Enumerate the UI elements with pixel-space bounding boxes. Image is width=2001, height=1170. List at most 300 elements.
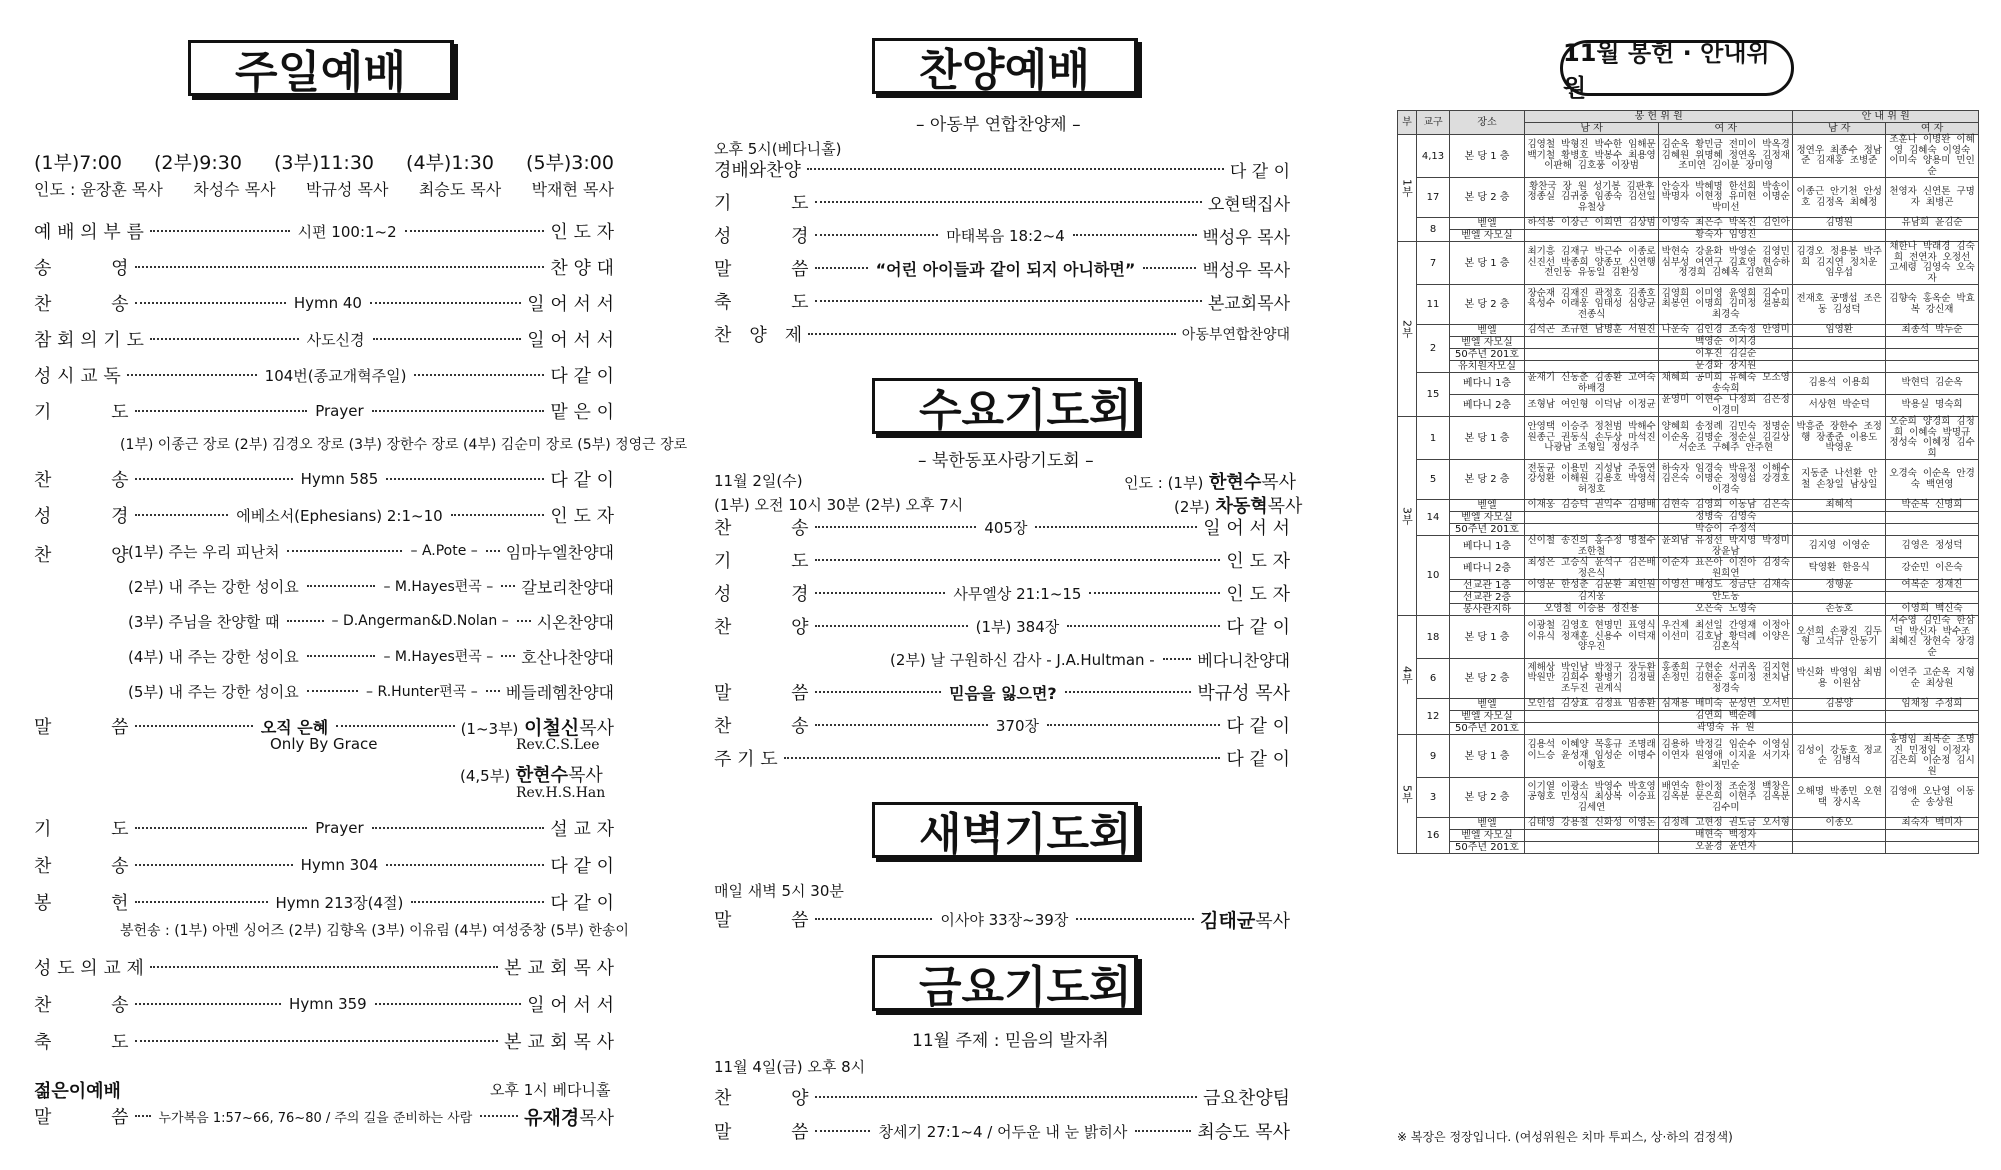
anthem-row bbox=[126, 676, 614, 706]
offering-male-cell: 윤재기 신동춘 김종환 고여숙 하배경 bbox=[1525, 373, 1659, 395]
leader-dots bbox=[808, 333, 1176, 335]
col-usher: 안 내 위 원 bbox=[1793, 111, 1979, 123]
wednesday-order-row bbox=[714, 677, 1290, 707]
offering-male-cell bbox=[1525, 361, 1659, 373]
row-label: 찬 양 bbox=[714, 617, 809, 638]
leader-dots bbox=[135, 302, 286, 304]
place-cell: 벧엘 자모실 bbox=[1450, 830, 1525, 842]
anthem-composer: – M.Hayes편곡 – bbox=[383, 579, 494, 595]
leader-dots bbox=[411, 901, 544, 903]
usher-female-cell bbox=[1886, 337, 1979, 349]
row-label: 성 경 bbox=[714, 226, 809, 247]
leader-dots bbox=[150, 338, 299, 340]
title-char: 회 bbox=[1089, 809, 1132, 860]
place-cell: 벧엘 bbox=[1450, 218, 1525, 230]
praise-order-row bbox=[714, 286, 1290, 316]
usher-female-cell bbox=[1886, 830, 1979, 842]
leader-dots bbox=[486, 690, 500, 692]
leader-dots bbox=[815, 559, 1221, 561]
leader-dots bbox=[1073, 234, 1197, 236]
row-label: 예 배 의 부 름 bbox=[34, 222, 144, 243]
gyogu-cell: 10 bbox=[1417, 536, 1450, 616]
offering-female-cell: 문경화 장지원 bbox=[1659, 361, 1793, 373]
offering-male-cell: 이영문 한성춘 김문환 최인원 bbox=[1525, 580, 1659, 592]
youth-pastor bbox=[524, 1103, 614, 1130]
usher-male-cell: 김경오 정용봉 박주희 김지연 정치운 임우섭 bbox=[1793, 242, 1886, 285]
usher-male-cell: 이종근 안기천 안성호 김정옥 최혜정 bbox=[1793, 178, 1886, 218]
wednesday-order-row bbox=[714, 578, 1290, 608]
anthem-choir: 갈보리찬양대 bbox=[521, 577, 614, 597]
row-label: 축 도 bbox=[34, 1032, 129, 1053]
place-cell: 벧엘 자모실 bbox=[1450, 337, 1525, 349]
usher-female-cell: 이영희 백신숙 bbox=[1886, 604, 1979, 616]
roster-row bbox=[1398, 500, 1979, 512]
usher-male-cell: 김명원 bbox=[1793, 218, 1886, 230]
offering-male-cell bbox=[1525, 524, 1659, 536]
place-cell: 베다니 2층 bbox=[1450, 558, 1525, 580]
roster-row bbox=[1398, 395, 1979, 417]
usher-female-cell: 오경숙 이순옥 안경숙 백연영 bbox=[1886, 460, 1979, 500]
usher-male-cell: 임영환 bbox=[1793, 325, 1886, 337]
roster-row bbox=[1398, 842, 1979, 854]
roster-row bbox=[1398, 699, 1979, 711]
offering-female-cell: 나운숙 김인경 조숙정 안영미 bbox=[1659, 325, 1793, 337]
leader-dots bbox=[815, 300, 1202, 302]
composer-name: R.Hunter편곡 bbox=[377, 684, 467, 700]
place-cell: 50주년 201호 bbox=[1450, 524, 1525, 536]
place-cell: 선교관 2층 bbox=[1450, 592, 1525, 604]
title-char: 찬 bbox=[919, 45, 962, 96]
pastor-name: 차동혁 bbox=[1215, 496, 1268, 517]
offering-female-cell: 이영선 배성도 정금단 김재숙 bbox=[1659, 580, 1793, 592]
youth-sermon-row bbox=[34, 1101, 614, 1131]
service-times bbox=[34, 148, 614, 200]
leader-label: (2부) bbox=[1174, 498, 1210, 516]
place-cell: 본 당 1 층 bbox=[1450, 135, 1525, 178]
offering-male-cell: 이광철 김영호 현명민 표영식 이유식 정재훈 신용수 이덕재 양우진 bbox=[1525, 616, 1659, 659]
leader-dots bbox=[307, 585, 376, 587]
row-responsible: 본 교 회 목 사 bbox=[504, 958, 614, 979]
offering-female-cell: 김연희 백순례 bbox=[1659, 711, 1793, 723]
place-cell: 베다니 1층 bbox=[1450, 536, 1525, 558]
roster-row bbox=[1398, 830, 1979, 842]
col-offering: 봉 헌 위 원 bbox=[1525, 111, 1793, 123]
roster-row bbox=[1398, 361, 1979, 373]
offering-female-cell: 김용하 박정길 임순수 이영심 이연자 원영애 이지윤 서기자 최민순 bbox=[1659, 735, 1793, 778]
place-cell: 본 당 2 층 bbox=[1450, 460, 1525, 500]
composer-name: A.Pote bbox=[421, 543, 467, 559]
offering-male-cell bbox=[1525, 337, 1659, 349]
leader-3: 박규성 목사 bbox=[306, 180, 389, 199]
offering-male-cell: 이기열 이광소 박영수 박호영 공형호 민성식 최상복 이승표 김세연 bbox=[1525, 778, 1659, 818]
row-responsible: 오현택집사 bbox=[1207, 194, 1290, 215]
wednesday-time: (1부) 오전 10시 30분 (2부) 오후 7시 bbox=[714, 496, 964, 514]
pastor-title: 목사 bbox=[1255, 910, 1290, 932]
offering-female-cell: 김순옥 황민금 전미이 박옥경 김혜원 위명혜 정연옥 김정재 조미연 김이분 장미영 bbox=[1659, 135, 1793, 178]
row-label: 찬 송 bbox=[714, 716, 809, 737]
sunday-order-row bbox=[34, 813, 614, 843]
roster-row bbox=[1398, 604, 1979, 616]
row-content: 에베소서(Ephesians) 2:1~10 bbox=[236, 506, 443, 525]
col-bu: 부 bbox=[1398, 111, 1417, 135]
praise-order-row bbox=[714, 319, 1290, 349]
title-char: 새 bbox=[919, 809, 962, 860]
usher-female-cell bbox=[1886, 711, 1979, 723]
pastor-title: 목사 bbox=[567, 765, 603, 786]
offering-female-cell: 배현숙 백정자 bbox=[1659, 830, 1793, 842]
wednesday-order-row bbox=[714, 611, 1290, 641]
title-char: 주 bbox=[235, 47, 278, 98]
usher-female-cell: 김향숙 홍옥순 박효복 강신재 bbox=[1886, 285, 1979, 325]
friday-order-row bbox=[714, 1082, 1290, 1112]
offering-male-cell bbox=[1525, 830, 1659, 842]
praise-order-row bbox=[714, 253, 1290, 283]
col-place: 장소 bbox=[1450, 111, 1525, 135]
row-label: 성 경 bbox=[34, 506, 129, 527]
row-responsible: 설 교 자 bbox=[550, 819, 614, 840]
sunday-order-row bbox=[34, 360, 614, 390]
sunday-service-column bbox=[0, 0, 688, 1170]
leader-1: 인도 : 윤장훈 목사 bbox=[34, 180, 163, 199]
pastor-name: 한현수 bbox=[515, 765, 568, 786]
usher-male-cell: 이종오 bbox=[1793, 818, 1886, 830]
leader-dots bbox=[501, 585, 515, 587]
place-cell: 본 당 1 층 bbox=[1450, 417, 1525, 460]
offering-male-cell: 김태영 강용철 신화성 이영돈 bbox=[1525, 818, 1659, 830]
pastor-name: 유재경 bbox=[524, 1106, 580, 1129]
roster-row bbox=[1398, 558, 1979, 580]
row-responsible: 인 도 자 bbox=[550, 222, 614, 243]
usher-female-cell: 최숙자 백미자 bbox=[1886, 818, 1979, 830]
leader-dots bbox=[150, 230, 290, 232]
leader-dots bbox=[135, 1115, 151, 1117]
offering-female-cell: 홍종희 구현순 서귀옥 김지현 손정민 김현순 홍미정 전치남 정경숙 bbox=[1659, 659, 1793, 699]
place-cell: 벧엘 자모실 bbox=[1450, 711, 1525, 723]
wednesday-title bbox=[872, 378, 1138, 434]
usher-female-cell: 김영은 정성덕 bbox=[1886, 536, 1979, 558]
row-responsible: 일 어 서 서 bbox=[527, 330, 615, 351]
row-responsible: 인 도 자 bbox=[1226, 551, 1290, 572]
time-1: (1부)7:00 bbox=[34, 152, 122, 174]
leader-dots bbox=[307, 690, 358, 692]
usher-male-cell: 김지영 이영순 bbox=[1793, 536, 1886, 558]
gyogu-cell: 8 bbox=[1417, 218, 1450, 242]
leader-dots bbox=[1089, 592, 1220, 594]
usher-male-cell: 손동호 bbox=[1793, 604, 1886, 616]
row-responsible: 박규성 목사 bbox=[1197, 683, 1291, 704]
usher-female-cell bbox=[1886, 349, 1979, 361]
row-label: 말 씀 bbox=[34, 717, 129, 738]
row-label: 찬 송 bbox=[714, 518, 809, 539]
dawn-scripture: 이사야 33장~39장 bbox=[940, 910, 1069, 929]
roster-row bbox=[1398, 536, 1979, 558]
anthem-choir: 시온찬양대 bbox=[536, 612, 614, 632]
offering-male-cell: 김용석 이혜양 목홍규 조명래 이느승 윤성재 임성순 이명수 이형호 bbox=[1525, 735, 1659, 778]
anthem-title: (3부) 주님을 찬양할 때 bbox=[128, 612, 280, 631]
offering-male-cell: 이재웅 김승덕 권익수 김평배 bbox=[1525, 500, 1659, 512]
leader-dots bbox=[815, 267, 868, 269]
anthem-row bbox=[126, 606, 614, 636]
leader-dots bbox=[815, 592, 946, 594]
leader-dots bbox=[135, 410, 308, 412]
offering-male-cell: 안영택 이승주 정천범 박해수 원종근 권동식 손두상 마석진 나광남 조형일 정성주 bbox=[1525, 417, 1659, 460]
leader-dots bbox=[815, 234, 939, 236]
usher-female-cell: 서수영 김인숙 한삼덕 박신자 박수조 최혜진 장현숙 장경순 bbox=[1886, 616, 1979, 659]
row-content: Prayer bbox=[315, 819, 364, 837]
row-responsible: 다 같 이 bbox=[550, 470, 615, 491]
offering-female-cell: 김현숙 김영희 이동남 김은숙 bbox=[1659, 500, 1793, 512]
wednesday-order-row bbox=[714, 743, 1290, 773]
place-cell: 유치원자모실 bbox=[1450, 361, 1525, 373]
usher-male-cell bbox=[1793, 524, 1886, 536]
roster-row bbox=[1398, 178, 1979, 218]
col-offering-male: 남 자 bbox=[1525, 123, 1659, 135]
title-char: 벽 bbox=[961, 809, 1005, 860]
friday-theme: 11월 주제 : 믿음의 발자취 bbox=[912, 1031, 1109, 1051]
row-content: Hymn 585 bbox=[300, 470, 379, 488]
roster-row bbox=[1398, 592, 1979, 604]
leader-dots bbox=[815, 625, 968, 627]
leader-dots bbox=[815, 201, 1202, 203]
leader-dots bbox=[807, 168, 1224, 170]
offering-female-cell: 오윤경 윤연자 bbox=[1659, 842, 1793, 854]
leader-dots bbox=[150, 966, 498, 968]
offering-male-cell: 신이철 송진의 홍주정 명철수 조한철 bbox=[1525, 536, 1659, 558]
usher-female-cell bbox=[1886, 842, 1979, 854]
row-label: 기 도 bbox=[714, 193, 809, 214]
sunday-order-row bbox=[34, 216, 614, 246]
sunday-order-row bbox=[34, 252, 614, 282]
row-content: Hymn 304 bbox=[300, 856, 379, 874]
title-char: 기 bbox=[1004, 809, 1047, 860]
anthem-row bbox=[126, 536, 614, 566]
usher-male-cell: 정행윤 bbox=[1793, 580, 1886, 592]
sermon-pastor-2 bbox=[460, 761, 603, 787]
row-responsible: 일 어 서 서 bbox=[527, 995, 614, 1016]
offering-male-cell: 하석봉 이장근 이희연 김상범 bbox=[1525, 218, 1659, 230]
usher-female-cell: 강순민 이은숙 bbox=[1886, 558, 1979, 580]
leader-dots bbox=[135, 901, 268, 903]
leader-dots bbox=[135, 266, 545, 268]
title-char: 금 bbox=[919, 962, 962, 1013]
row-responsible: 백성우 목사 bbox=[1202, 260, 1290, 281]
sunday-order-row bbox=[34, 324, 614, 354]
title-char: 회 bbox=[1089, 385, 1132, 436]
usher-male-cell: 최혜석 bbox=[1793, 500, 1886, 512]
row-content: 370장 bbox=[995, 716, 1040, 735]
place-cell: 벧엘 bbox=[1450, 500, 1525, 512]
leader-5: 박재현 목사 bbox=[531, 180, 614, 199]
roster-row bbox=[1398, 711, 1979, 723]
roster-row bbox=[1398, 349, 1979, 361]
offering-female-cell: 김영희 이미영 윤영희 김수미 최봉연 이명희 김미정 설봉희 최경숙 bbox=[1659, 285, 1793, 325]
pastor-name: 김태균 bbox=[1200, 909, 1256, 932]
gyogu-cell: 12 bbox=[1417, 699, 1450, 735]
offering-female-cell: 하숙자 임경숙 박유정 이해수 김은숙 이명순 정영섭 강경호 이경숙 bbox=[1659, 460, 1793, 500]
title-char: 일 bbox=[277, 47, 321, 98]
usher-female-cell: 박순복 신명희 bbox=[1886, 500, 1979, 512]
leader-dots bbox=[135, 478, 293, 480]
roster-row bbox=[1398, 325, 1979, 337]
usher-male-cell bbox=[1793, 711, 1886, 723]
offering-male-cell: 최성은 고승식 윤석구 김은배 정은식 bbox=[1525, 558, 1659, 580]
usher-male-cell bbox=[1793, 723, 1886, 735]
offering-male-cell bbox=[1525, 230, 1659, 242]
row-responsible: 인 도 자 bbox=[550, 506, 615, 527]
row-responsible: 본교회목사 bbox=[1207, 293, 1290, 314]
pastor-english-2: Rev.H.S.Han bbox=[516, 785, 606, 801]
row-responsible: 아동부연합찬양대 bbox=[1181, 327, 1290, 343]
row-content: (1부) 384장 bbox=[975, 617, 1060, 636]
offering-female-cell: 김정례 고현정 권도금 오서형 bbox=[1659, 818, 1793, 830]
gyogu-cell: 3 bbox=[1417, 778, 1450, 818]
praise-order-row bbox=[714, 220, 1290, 250]
roster-title: 11월 봉헌 · 안내위원 bbox=[1560, 40, 1794, 96]
sunday-order-row bbox=[34, 464, 614, 494]
place-cell: 50주년 201호 bbox=[1450, 723, 1525, 735]
wednesday-order-row bbox=[714, 512, 1290, 542]
leader-2: 차성수 목사 bbox=[193, 180, 276, 199]
anthem-title: (2부) 내 주는 강한 성이요 bbox=[128, 577, 299, 596]
leader-dots bbox=[1035, 526, 1197, 528]
roster-row bbox=[1398, 735, 1979, 778]
offering-female-cell: 정병숙 김영숙 bbox=[1659, 512, 1793, 524]
pastor-title: 목사 bbox=[579, 1107, 614, 1129]
leader-dots bbox=[375, 1003, 522, 1005]
title-char: 요 bbox=[961, 962, 1005, 1013]
row-content: 창세기 27:1~4 / 어두운 내 눈 밝히사 bbox=[878, 1122, 1128, 1141]
offering-female-cell: 심재용 배미숙 문성연 오서빈 bbox=[1659, 699, 1793, 711]
leader-dots bbox=[1143, 267, 1196, 269]
wednesday-date: 11월 2일(수) bbox=[714, 472, 803, 490]
row-responsible: 맡 은 이 bbox=[550, 402, 614, 423]
row-label: 찬 송 bbox=[34, 294, 129, 315]
dawn-pastor bbox=[1200, 906, 1290, 933]
usher-male-cell: 전재호 공맹섭 조은동 김성덕 bbox=[1793, 285, 1886, 325]
wednesday-order-row bbox=[714, 710, 1290, 740]
place-cell: 본 당 2 층 bbox=[1450, 178, 1525, 218]
leader-4: 최승도 목사 bbox=[418, 180, 502, 199]
anthem-choir: 베들레헴찬양대 bbox=[505, 682, 614, 702]
sunday-order-row bbox=[34, 989, 614, 1019]
sunday-title bbox=[188, 40, 454, 96]
leader-dots bbox=[414, 374, 544, 376]
leader-dots bbox=[287, 550, 402, 552]
row-label: 찬 송 bbox=[34, 995, 129, 1016]
title-char: 도 bbox=[1046, 962, 1090, 1013]
roster-row bbox=[1398, 337, 1979, 349]
friday-time: 11월 4일(금) 오후 8시 bbox=[714, 1058, 866, 1076]
roster-row bbox=[1398, 512, 1979, 524]
offering-female-cell: 안도동 bbox=[1659, 592, 1793, 604]
place-cell: 벧엘 bbox=[1450, 818, 1525, 830]
row-responsible: 최승도 목사 bbox=[1197, 1122, 1290, 1143]
row-label: 성 도 의 교 제 bbox=[34, 958, 144, 979]
place-cell: 봉사관지하 bbox=[1450, 604, 1525, 616]
usher-female-cell bbox=[1886, 230, 1979, 242]
time-5: (5부)3:00 bbox=[526, 152, 614, 174]
roster-row bbox=[1398, 723, 1979, 735]
place-cell: 본 당 1 층 bbox=[1450, 616, 1525, 659]
usher-female-cell: 이연주 고순옥 지형순 최상원 bbox=[1886, 659, 1979, 699]
usher-female-cell: 천영자 신연톤 구명자 최병곤 bbox=[1886, 178, 1979, 218]
roster-footnote: ※ 복장은 정장입니다. (여성위원은 치마 투피스, 상·하의 검정색) bbox=[1397, 1130, 1733, 1144]
usher-female-cell: 채한나 박래경 김숙희 전연자 오정선 고세령 김영숙 오숙자 bbox=[1886, 242, 1979, 285]
place-cell: 베다니 2층 bbox=[1450, 395, 1525, 417]
row-label: 축 도 bbox=[714, 292, 809, 313]
anthem-row bbox=[126, 641, 614, 671]
offering-female-cell: 안승자 박혜명 한선희 박송이 박명자 이현정 유미현 이명순 박미선 bbox=[1659, 178, 1793, 218]
usher-male-cell: 김성이 강동호 정교순 김병석 bbox=[1793, 735, 1886, 778]
row-label: 말 씀 bbox=[34, 1107, 129, 1128]
wednesday-order-row bbox=[714, 545, 1290, 575]
usher-male-cell: 박신화 박영임 최범용 이원삼 bbox=[1793, 659, 1886, 699]
place-cell: 벧엘 자모실 bbox=[1450, 230, 1525, 242]
place-cell: 본 당 2 층 bbox=[1450, 285, 1525, 325]
prayer-note: (1부) 이종근 장로 (2부) 김경오 장로 (3부) 장한수 장로 (4부) 김순미 장로 (5부) 정영근 장로 bbox=[120, 437, 688, 453]
anthem-title: (2부) 날 구원하신 감사 - J.A.Hultman - bbox=[890, 650, 1155, 669]
usher-female-cell bbox=[1886, 723, 1979, 735]
sunday-order-row bbox=[34, 952, 614, 982]
sermon-title: 오직 은혜 bbox=[260, 717, 329, 737]
title-char: 기 bbox=[1004, 385, 1047, 436]
offering-male-cell: 제해상 박인남 박정구 장두환 박원만 김희수 황병기 김정필 조두진 권계식 bbox=[1525, 659, 1659, 699]
friday-title bbox=[872, 955, 1138, 1011]
row-responsible: 다 같 이 bbox=[1226, 617, 1290, 638]
offering-male-cell: 황찬국 장 원 성기봉 김판후 정종실 김귀중 임종숙 김선일 유철상 bbox=[1525, 178, 1659, 218]
row-label: 경배와찬양 bbox=[714, 160, 801, 181]
usher-female-cell: 오순희 양경희 김청희 이혜숙 박명규 정성숙 이혜정 김수희 bbox=[1886, 417, 1979, 460]
leader-dots bbox=[815, 526, 977, 528]
leader-dots bbox=[135, 827, 308, 829]
leader-dots bbox=[1047, 724, 1220, 726]
offering-female-cell: 채혜희 공미희 유혜숙 모소영 송숙희 bbox=[1659, 373, 1793, 395]
place-cell: 본 당 1 층 bbox=[1450, 242, 1525, 285]
row-content: 사무엘상 21:1~15 bbox=[953, 584, 1082, 603]
offering-female-cell: 윤외남 유정선 박지영 박정미 장윤남 bbox=[1659, 536, 1793, 558]
usher-female-cell: 임채청 주정희 bbox=[1886, 699, 1979, 711]
place-cell: 50주년 201호 bbox=[1450, 349, 1525, 361]
pastor-title: 목사 bbox=[579, 717, 614, 739]
col-usher-female: 여 자 bbox=[1886, 123, 1979, 135]
usher-female-cell: 홍명임 최복순 조명진 민정임 이정자 김은희 이순정 김시원 bbox=[1886, 735, 1979, 778]
offering-note: 봉헌송 : (1부) 아멘 싱어즈 (2부) 김향옥 (3부) 이유림 (4부) 여성중창 (5부) 한송이 bbox=[120, 923, 629, 939]
row-label: 말 씀 bbox=[714, 259, 809, 280]
leader-dots bbox=[1163, 658, 1192, 660]
gyogu-cell: 1 bbox=[1417, 417, 1450, 460]
leader-dots bbox=[336, 725, 454, 727]
leader-label: 인도 : (1부) bbox=[1124, 474, 1204, 492]
roster-row bbox=[1398, 524, 1979, 536]
praise-time: 오후 5시(베다니홀) bbox=[714, 140, 842, 158]
row-content: 104번(종교개혁주일) bbox=[264, 366, 407, 385]
row-label: 성 시 교 독 bbox=[34, 366, 121, 387]
offering-male-cell: 전동균 이용민 지성남 주동연 강성환 이해원 김용호 박영석 허정호 bbox=[1525, 460, 1659, 500]
bu-cell: 2부 bbox=[1398, 242, 1417, 417]
roster-row bbox=[1398, 218, 1979, 230]
sunday-order-row bbox=[34, 1026, 614, 1056]
sunday-order-row bbox=[34, 500, 614, 530]
pastor-english-1: Rev.C.S.Lee bbox=[516, 737, 600, 753]
offering-female-cell: 양혜희 송정례 김민숙 정명순 이순옥 김명순 정순실 김길상 서순조 구혜주 안주현 bbox=[1659, 417, 1793, 460]
roster-row bbox=[1398, 818, 1979, 830]
offering-female-cell: 박현숙 강윤화 박영순 김영민 심부성 여연구 김효영 현승하 정경희 김혜옥 김현희 bbox=[1659, 242, 1793, 285]
pastor-name: 이철신 bbox=[524, 716, 580, 739]
row-responsible: 다 같 이 bbox=[1229, 161, 1290, 182]
service-part: (1~3부) bbox=[460, 719, 519, 738]
dawn-time: 매일 새벽 5시 30분 bbox=[714, 882, 844, 900]
title-char: 기 bbox=[1004, 962, 1047, 1013]
